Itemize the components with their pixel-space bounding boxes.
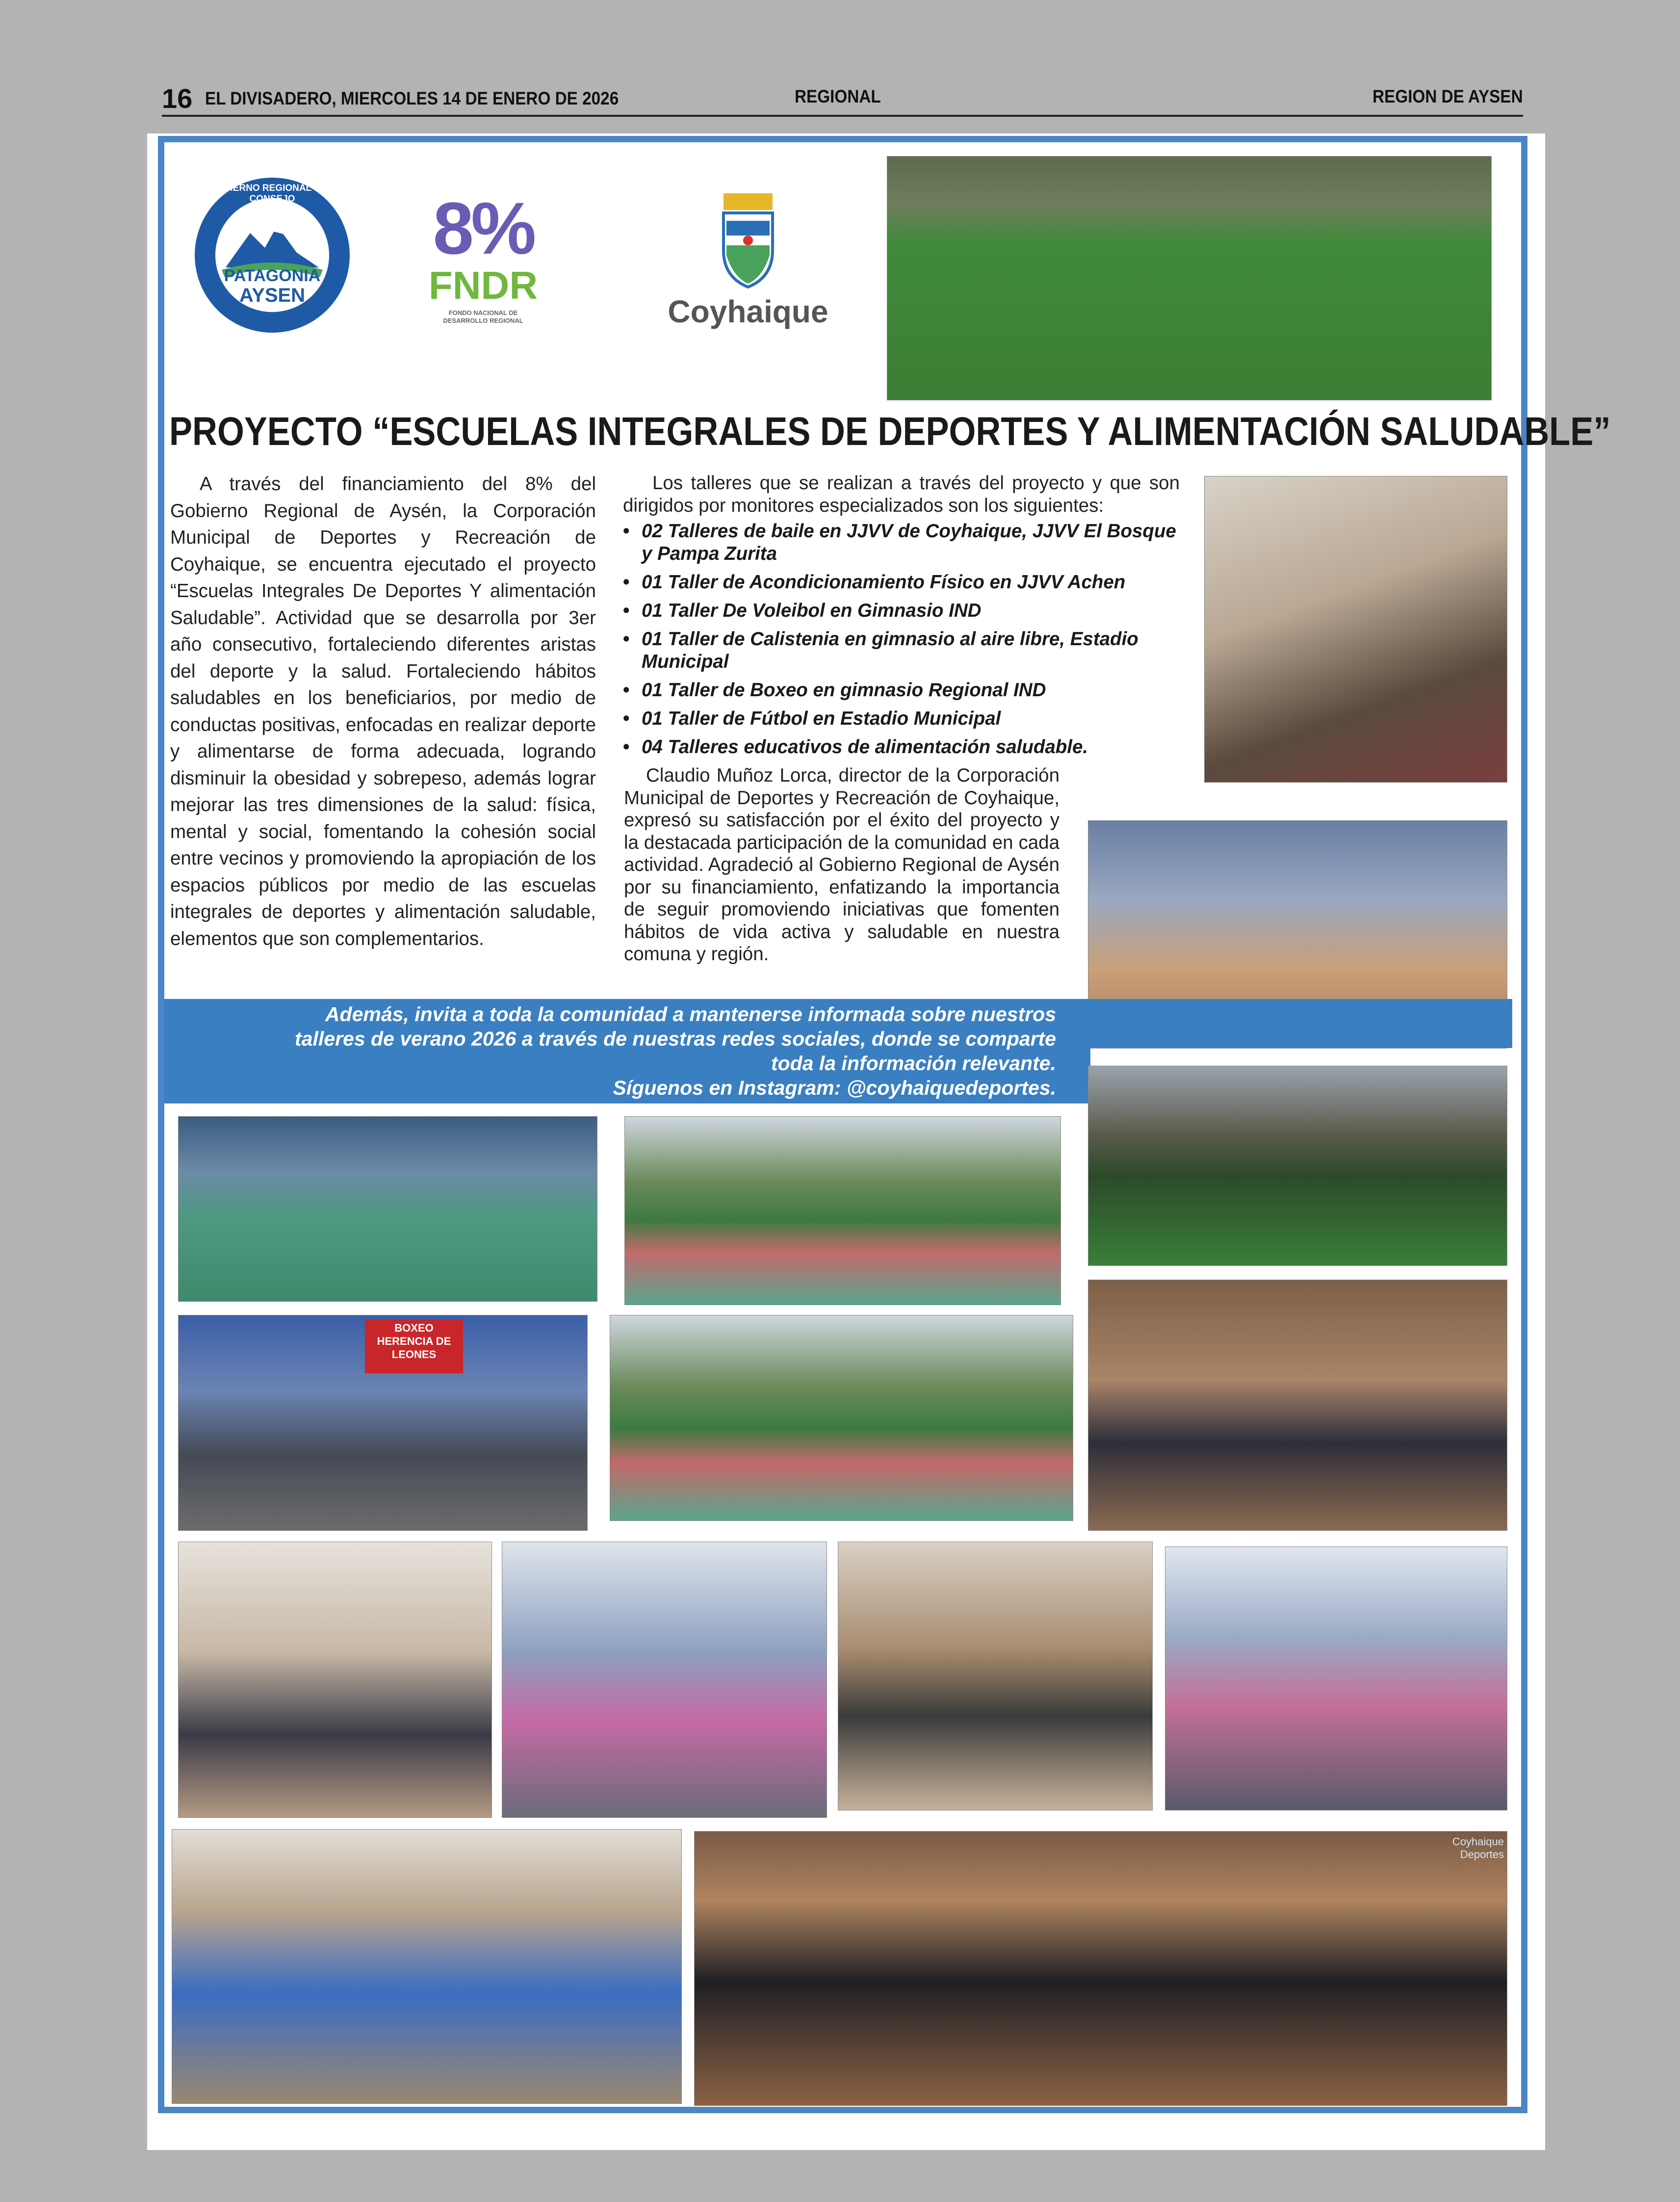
photo-cooking-workshop	[1204, 476, 1507, 783]
banner-extension	[1090, 999, 1512, 1048]
list-item: • 01 Taller de Fútbol en Estadio Municipal	[623, 708, 1182, 730]
gov-line1: PATAGONIA	[224, 266, 321, 285]
boxing-sign: BOXEO HERENCIA DE LEONES	[365, 1319, 463, 1373]
list-item: • 01 Taller de Boxeo en gimnasio Regional IND	[623, 679, 1182, 702]
photo-family-group	[1165, 1547, 1507, 1810]
fndr-percent: 8%	[433, 187, 534, 269]
workshops-intro: Los talleres que se realizan a través del proyecto y que son dirigidos por monitores especializados son los siguientes:	[623, 472, 1180, 516]
article-body-col1: A través del financiamiento del 8% del Gobierno Regional de Aysén, la Corporación Municipal de Deportes y Recreación de Coyhaique, se encuentra ejecutado el proyecto “Escuelas Integrales De Deportes Y alimentación Saludable”. Actividad que se desarrolla por 3er año consecutivo, fortaleciendo diferentes aristas del deporte y la salud. Fortaleciendo hábitos saludables en los beneficiarios, por medio de conductas positivas, enfocadas en realizar deporte y alimentarse de forma adecuada, logrando disminuir la obesidad y sobrepeso, además lograr mejorar las tres dimensiones de la salud: física, mental y social, fomentando la cohesión social entre vecinos y promoviendo la apropiación de los espacios públicos por medio de las escuelas integrales de deportes y alimentación saludable, elementos que son complementarios.	[170, 473, 596, 949]
fndr-name: FNDR	[428, 263, 538, 307]
photo-boxing-group	[178, 1315, 588, 1531]
page-header	[162, 82, 1523, 117]
photo-fitness-mats	[172, 1829, 682, 2104]
photo-zumba-group	[838, 1542, 1153, 1810]
list-item: • 04 Talleres educativos de alimentación saludable.	[623, 736, 1182, 759]
photo-indoor-gym	[178, 1116, 597, 1302]
dateline: EL DIVISADERO, MIERCOLES 14 DE ENERO DE 2026	[205, 88, 619, 108]
banner-line1: Además, invita a toda la comunidad a mantenerse informada sobre nuestros	[325, 1003, 1056, 1025]
section-name: REGIONAL	[795, 86, 881, 106]
coyhaique-logo	[662, 191, 834, 334]
photo-football-training	[887, 156, 1492, 400]
director-quote: Claudio Muñoz Lorca, director de la Corporación Municipal de Deportes y Recreación de Coyhaique, expresó su satisfacción por el éxito del proyecto y la destacada participación de la comunidad en cada actividad. Agradeció al Gobierno Regional de Aysén por su financiamiento, enfatizando la importancia de seguir promoviendo iniciativas que fomenten hábitos de vida activa y saludable en nuestra comuna y región.	[624, 765, 1060, 965]
article-title: PROYECTO “ESCUELAS INTEGRALES DE DEPORTES Y ALIMENTACIÓN SALUDABLE”	[169, 409, 1611, 454]
gobierno-regional-logo	[191, 174, 353, 336]
banner-line2: talleres de verano 2026 a través de nuestras redes sociales, donde se comparte	[295, 1027, 1056, 1050]
coyhaique-crest-icon	[662, 191, 834, 294]
gov-line2: AYSEN	[239, 285, 306, 306]
region-name: REGION DE AYSEN	[1372, 86, 1523, 106]
banner-line3: toda la información relevante.	[771, 1052, 1056, 1075]
instagram-banner	[164, 999, 1090, 1103]
photo-calisthenics-park	[624, 1116, 1061, 1305]
volley-sign: Coyhaique Deportes	[1452, 1835, 1504, 1861]
list-item: • 01 Taller De Voleibol en Gimnasio IND	[623, 600, 1182, 622]
coyhaique-wordmark: Coyhaique	[668, 294, 828, 329]
photo-dance-class	[1088, 1280, 1507, 1531]
fndr-logo	[424, 187, 542, 334]
photo-dance-classroom	[502, 1542, 827, 1818]
fndr-subtitle: FONDO NACIONAL DE DESARROLLO REGIONAL	[443, 309, 523, 324]
list-item: • 01 Taller de Calistenia en gimnasio al aire libre, Estadio Municipal	[623, 628, 1182, 673]
list-item: • 02 Talleres de baile en JJVV de Coyhaique, JJVV El Bosque y Pampa Zurita	[623, 520, 1182, 565]
banner-line4: Síguenos en Instagram: @coyhaiquedeportes.	[613, 1076, 1056, 1099]
photo-calisthenics-park-2	[610, 1315, 1073, 1521]
photo-volleyball-group	[694, 1831, 1507, 2106]
photo-football-field	[1088, 1066, 1507, 1266]
gov-ring-text: GOBIERNO REGIONAL Y SU CONSEJO	[209, 183, 336, 204]
list-item: • 01 Taller de Acondicionamiento Físico en JJVV Achen	[623, 571, 1182, 594]
page-number: 16	[162, 83, 193, 114]
banner-text	[158, 1002, 1056, 1100]
workshops-list	[623, 520, 1182, 764]
photo-dance-studio	[178, 1542, 492, 1818]
